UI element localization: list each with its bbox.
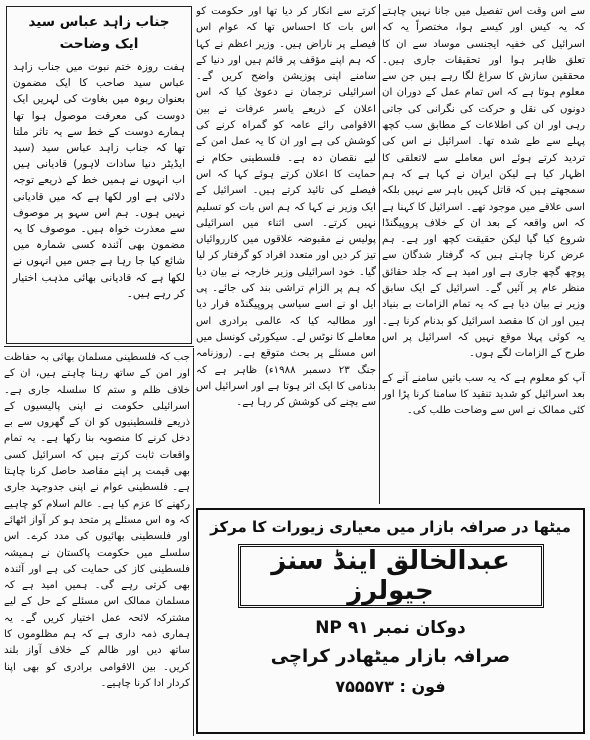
article-text-right-2: آپ کو معلوم ہے کہ یہ سب باتیں سامنے آنے کے بعد اسرائیل کو شدید تنقید کا سامنا کرنا پڑا اور کئی ممالک نے اس سے وضاحت طلب کی۔	[382, 372, 585, 417]
clarification-body	[7, 55, 191, 302]
column-divider-right	[379, 4, 380, 504]
article-text-left: جب کہ فلسطینی مسلمان بھائی بہ حفاظت اور امن کے ساتھ رہنا چاہتے ہیں، ان کے خلاف ظلم و ستم کا سلسلہ جاری ہے۔ اسرائیلی حکومت نے اپنی پالیسیوں کے ذریعے فلسطینیوں کو ان کے گھروں سے بے دخل کرنے کا منصوبہ بنا رکھا ہے۔ یہ تمام واقعات ثابت کرتے ہیں کہ اسرائیل کسی بھی قیمت پر اپنے مقاصد حاصل کرنا چاہتا ہے۔ فلسطینی عوام نے اپنی جدوجہد جاری رکھنے کا عزم کیا ہے۔ عالم اسلام کو چاہیے کہ وہ اس مسئلے پر متحد ہو کر آواز اٹھائے اور فلسطینی بھائیوں کی مدد کرے۔ اس سلسلے میں حکومت پاکستان نے ہمیشہ فلسطینی کاز کی حمایت کی ہے اور آئندہ بھی کرتی رہے گی۔ ہمیں امید ہے کہ مسلمان ممالک اس مسئلے کے حل کے لیے مشترکہ لائحہ عمل اختیار کریں گے۔ یہ ہماری ذمہ داری ہے کہ ہم مظلوموں کا ساتھ دیں اور ظالم کے خلاف آواز بلند کریں۔ بین الاقوامی برادری کو بھی اپنا کردار ادا کرنا چاہیے۔	[4, 352, 190, 689]
article-text-middle: کرتے سے انکار کر دیا تھا اور حکومت کو اس بات کا احساس تھا کہ عوام اس فیصلے پر ناراض ہیں۔ وزیر اعظم نے کہا کہ ہم اپنے مؤقف پر قائم ہیں اور دنیا کے سامنے اپنی پوزیشن واضح کریں گے۔ اسرائیلی ترجمان نے دعویٰ کیا کہ اس اعلان کے ذریعے یاسر عرفات نے بین الاقوامی رائے عامہ کو گمراہ کرنے کی کوشش کی ہے اور ان کا یہ عمل امن کے لیے نقصان دہ ہے۔ فلسطینی حکام نے حمایت کا اعلان کرتے ہوئے کہا کہ اس فیصلے کی تائید کرتے ہیں۔ اسرائیل کے ایک وزیر نے کہا کہ ہم اس بات کو تسلیم نہیں کرتے۔ اسی اثناء میں اسرائیلی پولیس نے مقبوضہ علاقوں میں کارروائیاں تیز کر دیں اور متعدد افراد کو گرفتار کر لیا گیا۔ خود اسرائیلی وزیر خارجہ نے بیان دیا کہ ہم پر الزام تراشی بند کی جائے۔ پی ایل او نے اسے سیاسی پروپیگنڈہ قرار دیا اور مطالبہ کیا کہ عالمی برادری اس معاملے کا نوٹس لے۔ سیکورٹی کونسل میں اس مسئلے پر بحث متوقع ہے۔ (روزنامہ جنگ ۲۳ دسمبر ۱۹۸۸ء) ظاہر ہے کہ بدنامی کا ایک اثر ہوتا ہے اور اسرائیل اس سے بچنے کی کوشش کر رہا ہے۔	[196, 6, 376, 409]
clarification-text: ہفت روزہ ختم نبوت میں جناب زاہد عباس سید صاحب کا ایک مضمون بعنوان ربوہ میں بغاوت کی لہریں ایک دوست کی معرفت موصول ہوا تھا ہمارے دوست کے خط سے یہ تاثر ملتا تھا کہ جناب زاہد عباس سید (سید ایڈیٹر دنیا سادات لاہور) قادیانی ہیں اب انہوں نے ہمیں خط کے ذریعے توجہ دلائی ہے اور لکھا ہے کہ میں قادیانی نہیں ہوں۔ ہم اس سہو پر موصوف سے معذرت خواہ ہیں۔ موصوف کا یہ مضمون بھی آئندہ کسی شمارہ میں شائع کیا جا رہا ہے جس میں انہوں نے لکھا ہے کہ قادیانی بھائی مذہب اختیار کر رہے ہیں۔	[13, 61, 185, 300]
jewellers-advertisement	[196, 508, 585, 734]
article-column-right	[382, 4, 585, 484]
column-divider-horizontal	[4, 346, 194, 347]
clarification-heading-title: ایک وضاحت	[59, 36, 139, 52]
article-text-right: سے اس وقت اس تفصیل میں جانا نہیں چاہتے کہ یہ کیس اور کیسے ہوا، مختصراً یہ کہ اسرائیل کی خفیہ ایجنسی موساد سے ان کا تعلق ظاہر ہوا اور تحقیقات جاری ہیں۔ محققین سازش کا سراغ لگا رہے ہیں جن سے معلوم ہوتا ہے کہ اس تمام عمل کے دوران ان دونوں کی نقل و حرکت کی نگرانی کی جاتی رہی اور ان کی اطلاعات کے مطابق سب کچھ پہلے سے طے شدہ تھا۔ اسرائیل نے اس کی تردید کرتے ہوئے اس معاملے سے لاتعلقی کا اظہار کیا ہے لیکن ایران نے کہا ہے کہ ہم سمجھتے ہیں کہ قاتل کہیں باہر سے نہیں بلکہ اسی علاقے میں موجود تھے۔ اسرائیل کا کہنا ہے کہ اس واقعہ کے بعد ان کے خلاف پروپیگنڈا شروع کیا گیا لیکن حقیقت کچھ اور ہے۔ ہم عرض کرنا چاہتے ہیں کہ گرفتار شدگان سے پوچھ گچھ جاری ہے اور امید ہے کہ جلد حقائق منظر عام پر آئیں گے۔ اسرائیل کے ایک سابق وزیر نے بیان دیا ہے کہ یہ تمام الزامات بے بنیاد ہیں اور ان کا مقصد اسرائیل کو بدنام کرنا ہے۔ یہ کوئی پہلا موقع نہیں کہ اسرائیل پر اس طرح کے الزامات لگے ہوں۔	[382, 6, 585, 360]
clarification-heading	[7, 11, 191, 55]
ad-business-name: عبدالخالق اینڈ سنز جیولرز	[238, 544, 544, 608]
ad-address: صرافہ بازار میٹھادر کراچی	[270, 646, 511, 667]
clarification-heading-name: جناب زاہد عباس سید	[28, 14, 170, 30]
ad-phone: فون : ۷۵۵۵۷۳	[335, 677, 446, 696]
article-column-middle	[196, 4, 376, 504]
clarification-box	[6, 6, 192, 344]
ad-tagline: میٹھا در صرافہ بازار میں معیاری زیورات کا مرکز	[210, 518, 571, 536]
column-divider-left	[193, 348, 194, 736]
article-column-left	[4, 350, 190, 735]
ad-shop-number: دوکان نمبر ۹۱ NP	[315, 618, 466, 638]
